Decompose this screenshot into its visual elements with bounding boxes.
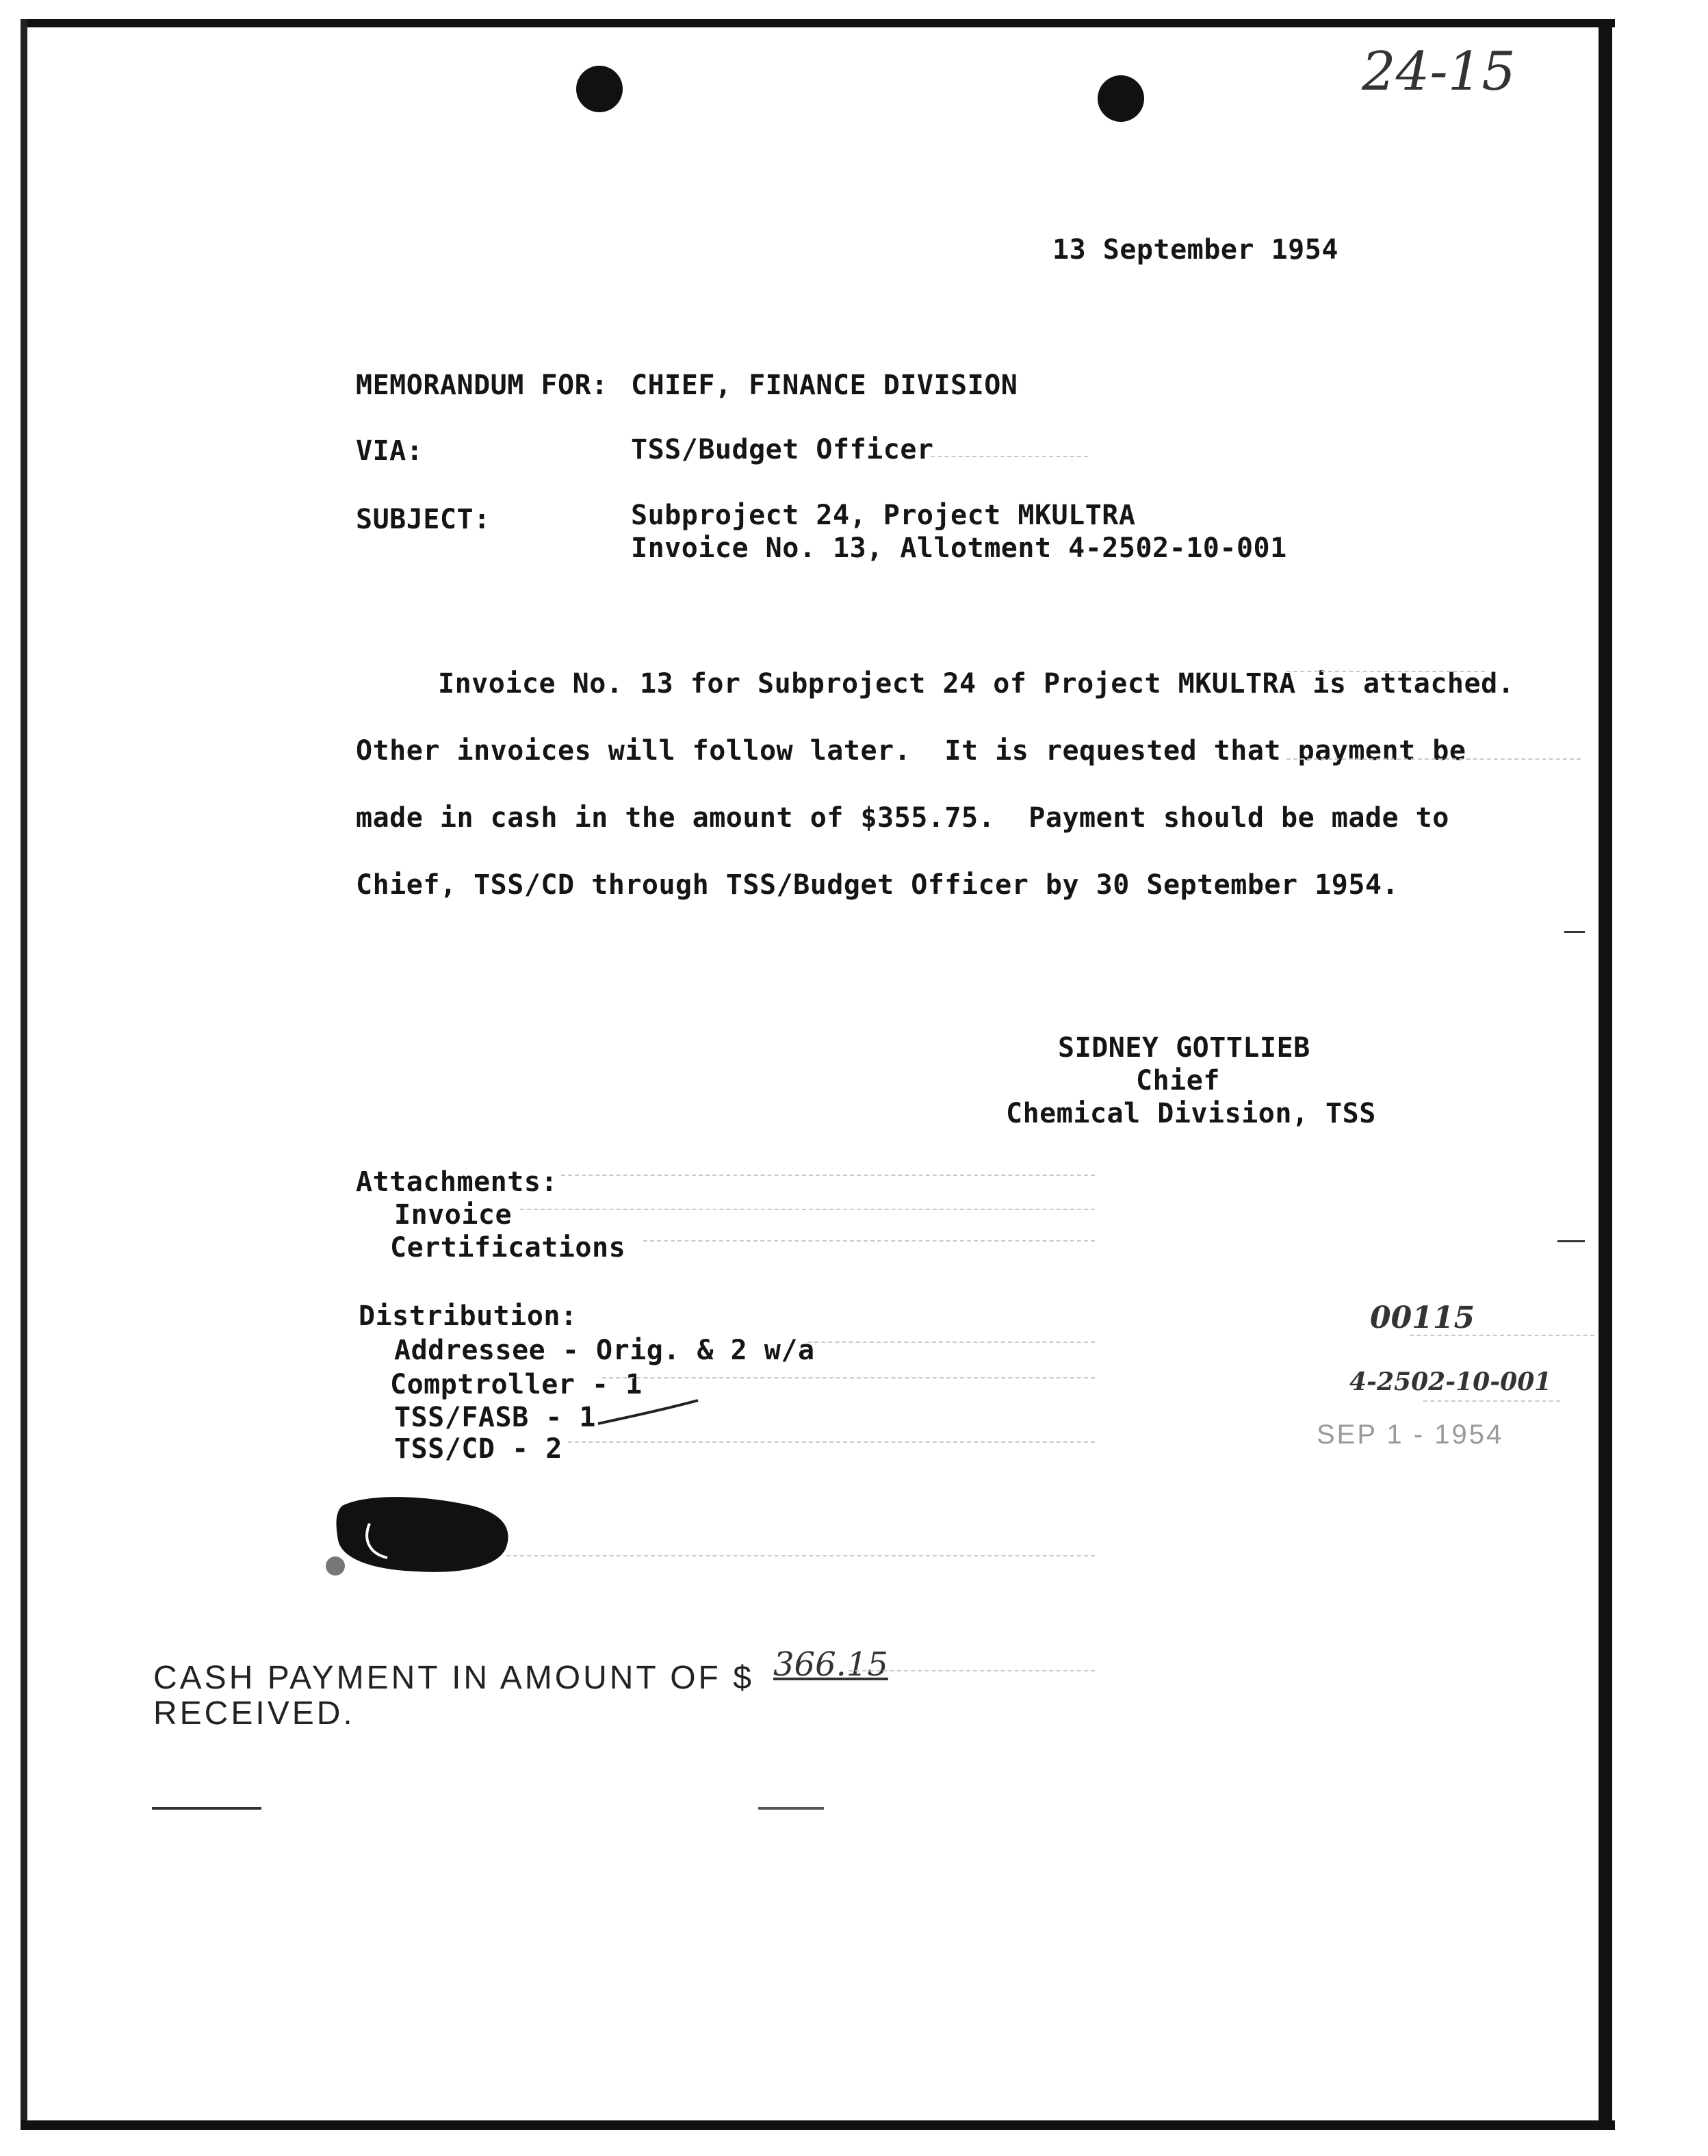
memo-for-value: CHIEF, FINANCE DIVISION (631, 370, 1018, 401)
body-line-1: Invoice No. 13 for Subproject 24 of Project MKULTRA is attached. (438, 668, 1515, 700)
scan-rule (807, 1342, 1095, 1343)
cash-payment-stamp-line-2: RECEIVED. (153, 1695, 355, 1732)
distribution-item: TSS/FASB - 1 (394, 1402, 596, 1433)
handwritten-file-number: 24-15 (1362, 41, 1516, 103)
cash-payment-stamp-line-1: CASH PAYMENT IN AMOUNT OF $ (153, 1660, 754, 1696)
via-value: TSS/Budget Officer (631, 434, 934, 465)
signature-name: SIDNEY GOTTLIEB (1058, 1032, 1310, 1064)
scan-rule (643, 1240, 1095, 1242)
attachment-item: Invoice (394, 1199, 513, 1231)
scan-rule (568, 1441, 1095, 1443)
check-mark (595, 1396, 705, 1430)
signature-division: Chemical Division, TSS (1006, 1098, 1376, 1129)
body-line-3: made in cash in the amount of $355.75. Payment should be made to (356, 802, 1449, 834)
distribution-item: Comptroller - 1 (390, 1369, 643, 1400)
body-line-4: Chief, TSS/CD through TSS/Budget Officer by 30 September 1954. (356, 869, 1399, 901)
scan-rule (849, 1670, 1095, 1671)
body-line-2: Other invoices will follow later. It is requested that payment be (356, 735, 1466, 767)
scan-rule (1423, 1400, 1560, 1402)
scan-top-edge (21, 19, 1615, 27)
attachments-label: Attachments: (356, 1166, 558, 1198)
scan-bottom-edge (21, 2120, 1615, 2130)
scan-rule (931, 456, 1088, 457)
handwritten-ledger-number: 00115 (1370, 1300, 1475, 1335)
scan-rule (1286, 671, 1485, 672)
memo-for-label: MEMORANDUM FOR: (356, 370, 608, 401)
handwritten-receipt-amount: 366.15 (773, 1645, 888, 1684)
distribution-item: Addressee - Orig. & 2 w/a (394, 1335, 815, 1366)
via-label: VIA: (356, 435, 424, 467)
punch-hole-right (1098, 75, 1144, 122)
scan-rule (561, 1175, 1095, 1176)
subject-line-2: Invoice No. 13, Allotment 4-2502-10-001 (631, 532, 1287, 564)
scan-mark (152, 1807, 261, 1810)
subject-label: SUBJECT: (356, 504, 491, 535)
distribution-item: TSS/CD - 2 (394, 1433, 562, 1465)
scan-mark (1557, 1240, 1585, 1242)
signature-title: Chief (1136, 1065, 1220, 1096)
memo-date: 13 September 1954 (1052, 234, 1338, 266)
scan-rule (1286, 758, 1581, 760)
scan-rule (1410, 1335, 1594, 1336)
date-received-stamp: SEP 1 - 1954 (1317, 1420, 1504, 1450)
scan-mark (758, 1807, 824, 1810)
distribution-label: Distribution: (359, 1300, 578, 1332)
punch-hole-left (576, 66, 623, 112)
scan-rule (602, 1377, 1095, 1378)
scan-left-edge (21, 19, 27, 2127)
scan-rule (520, 1209, 1095, 1210)
subject-line-1: Subproject 24, Project MKULTRA (631, 500, 1136, 531)
scan-right-edge (1599, 19, 1612, 2127)
handwritten-allotment-note: 4-2502-10-001 (1349, 1368, 1552, 1396)
attachment-item: Certifications (390, 1232, 626, 1263)
scan-rule (506, 1555, 1095, 1556)
scan-mark (1564, 931, 1585, 933)
redaction-blot (322, 1485, 527, 1588)
